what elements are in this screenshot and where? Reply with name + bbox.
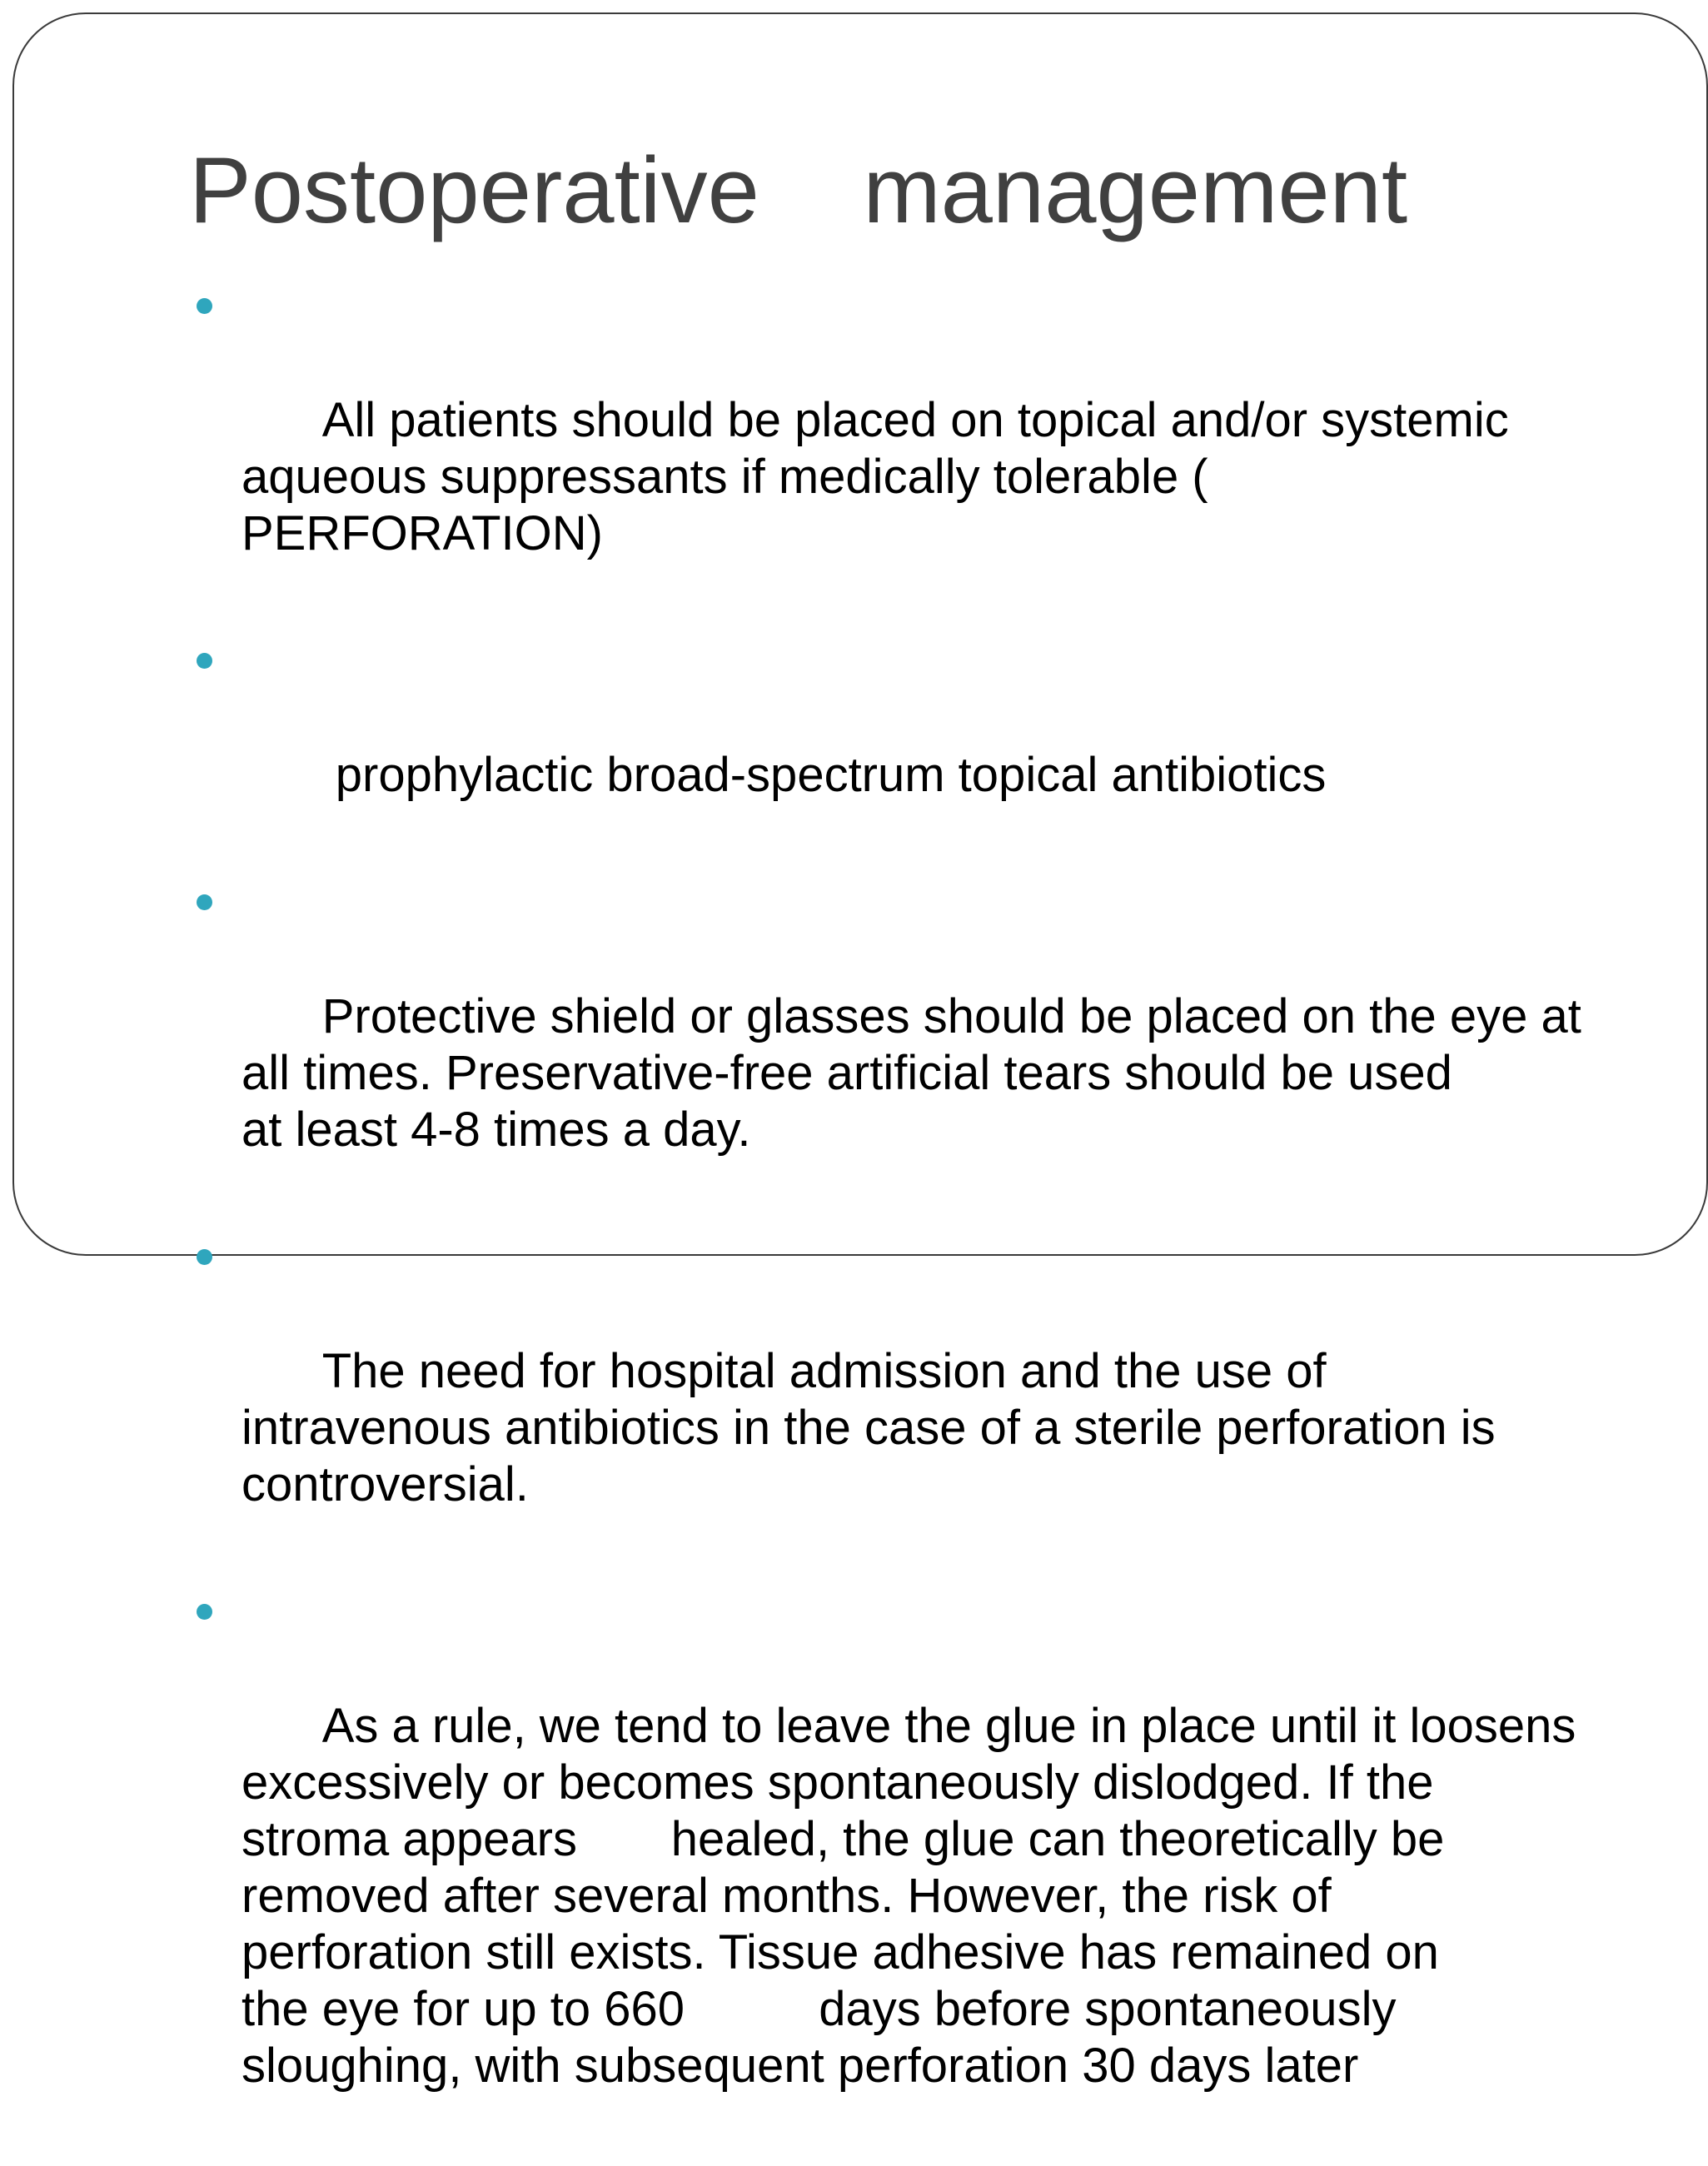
bullet-text: Protective shield or glasses should be placed on the eye at all times. Preservative-free artificial tears should be used at least 4-8 times a day. [242,989,1581,1157]
bullet-item [191,279,1656,619]
bullet-dot-icon [197,298,212,314]
bullet-text: All patients should be placed on topical and/or systemic aqueous suppressants if medically tolerable ( PERFORATION) [242,393,1509,560]
bullet-text: The need for hospital admission and the use of intravenous antibiotics in the case of a sterile perforation is controversial. [242,1344,1496,1511]
bullet-list [191,279,1656,2166]
bullet-dot-icon [197,653,212,669]
bullet-dot-icon [197,894,212,910]
bullet-dot-icon [197,1249,212,1265]
bullet-item [191,875,1656,1215]
bullet-item [191,1585,1656,2151]
bullet-dot-icon [197,1604,212,1620]
slide-title: Postoperative management [189,138,1408,242]
bullet-item [191,1230,1656,1570]
bullet-text: As a rule, we tend to leave the glue in place until it loosens excessively or becomes spontaneously dislodged. If the stroma appears healed, the glue can theoretically be removed after several months. However, the risk of perforation still exists. Tissue adhesive has remained on the eye for up to 660 days before spontaneously sloughing, with subsequent perforation 30 days later [242,1699,1576,2093]
bullet-item [191,634,1656,860]
bullet-text: prophylactic broad-spectrum topical antibiotics [321,748,1327,802]
slide-frame [12,12,1708,2093]
